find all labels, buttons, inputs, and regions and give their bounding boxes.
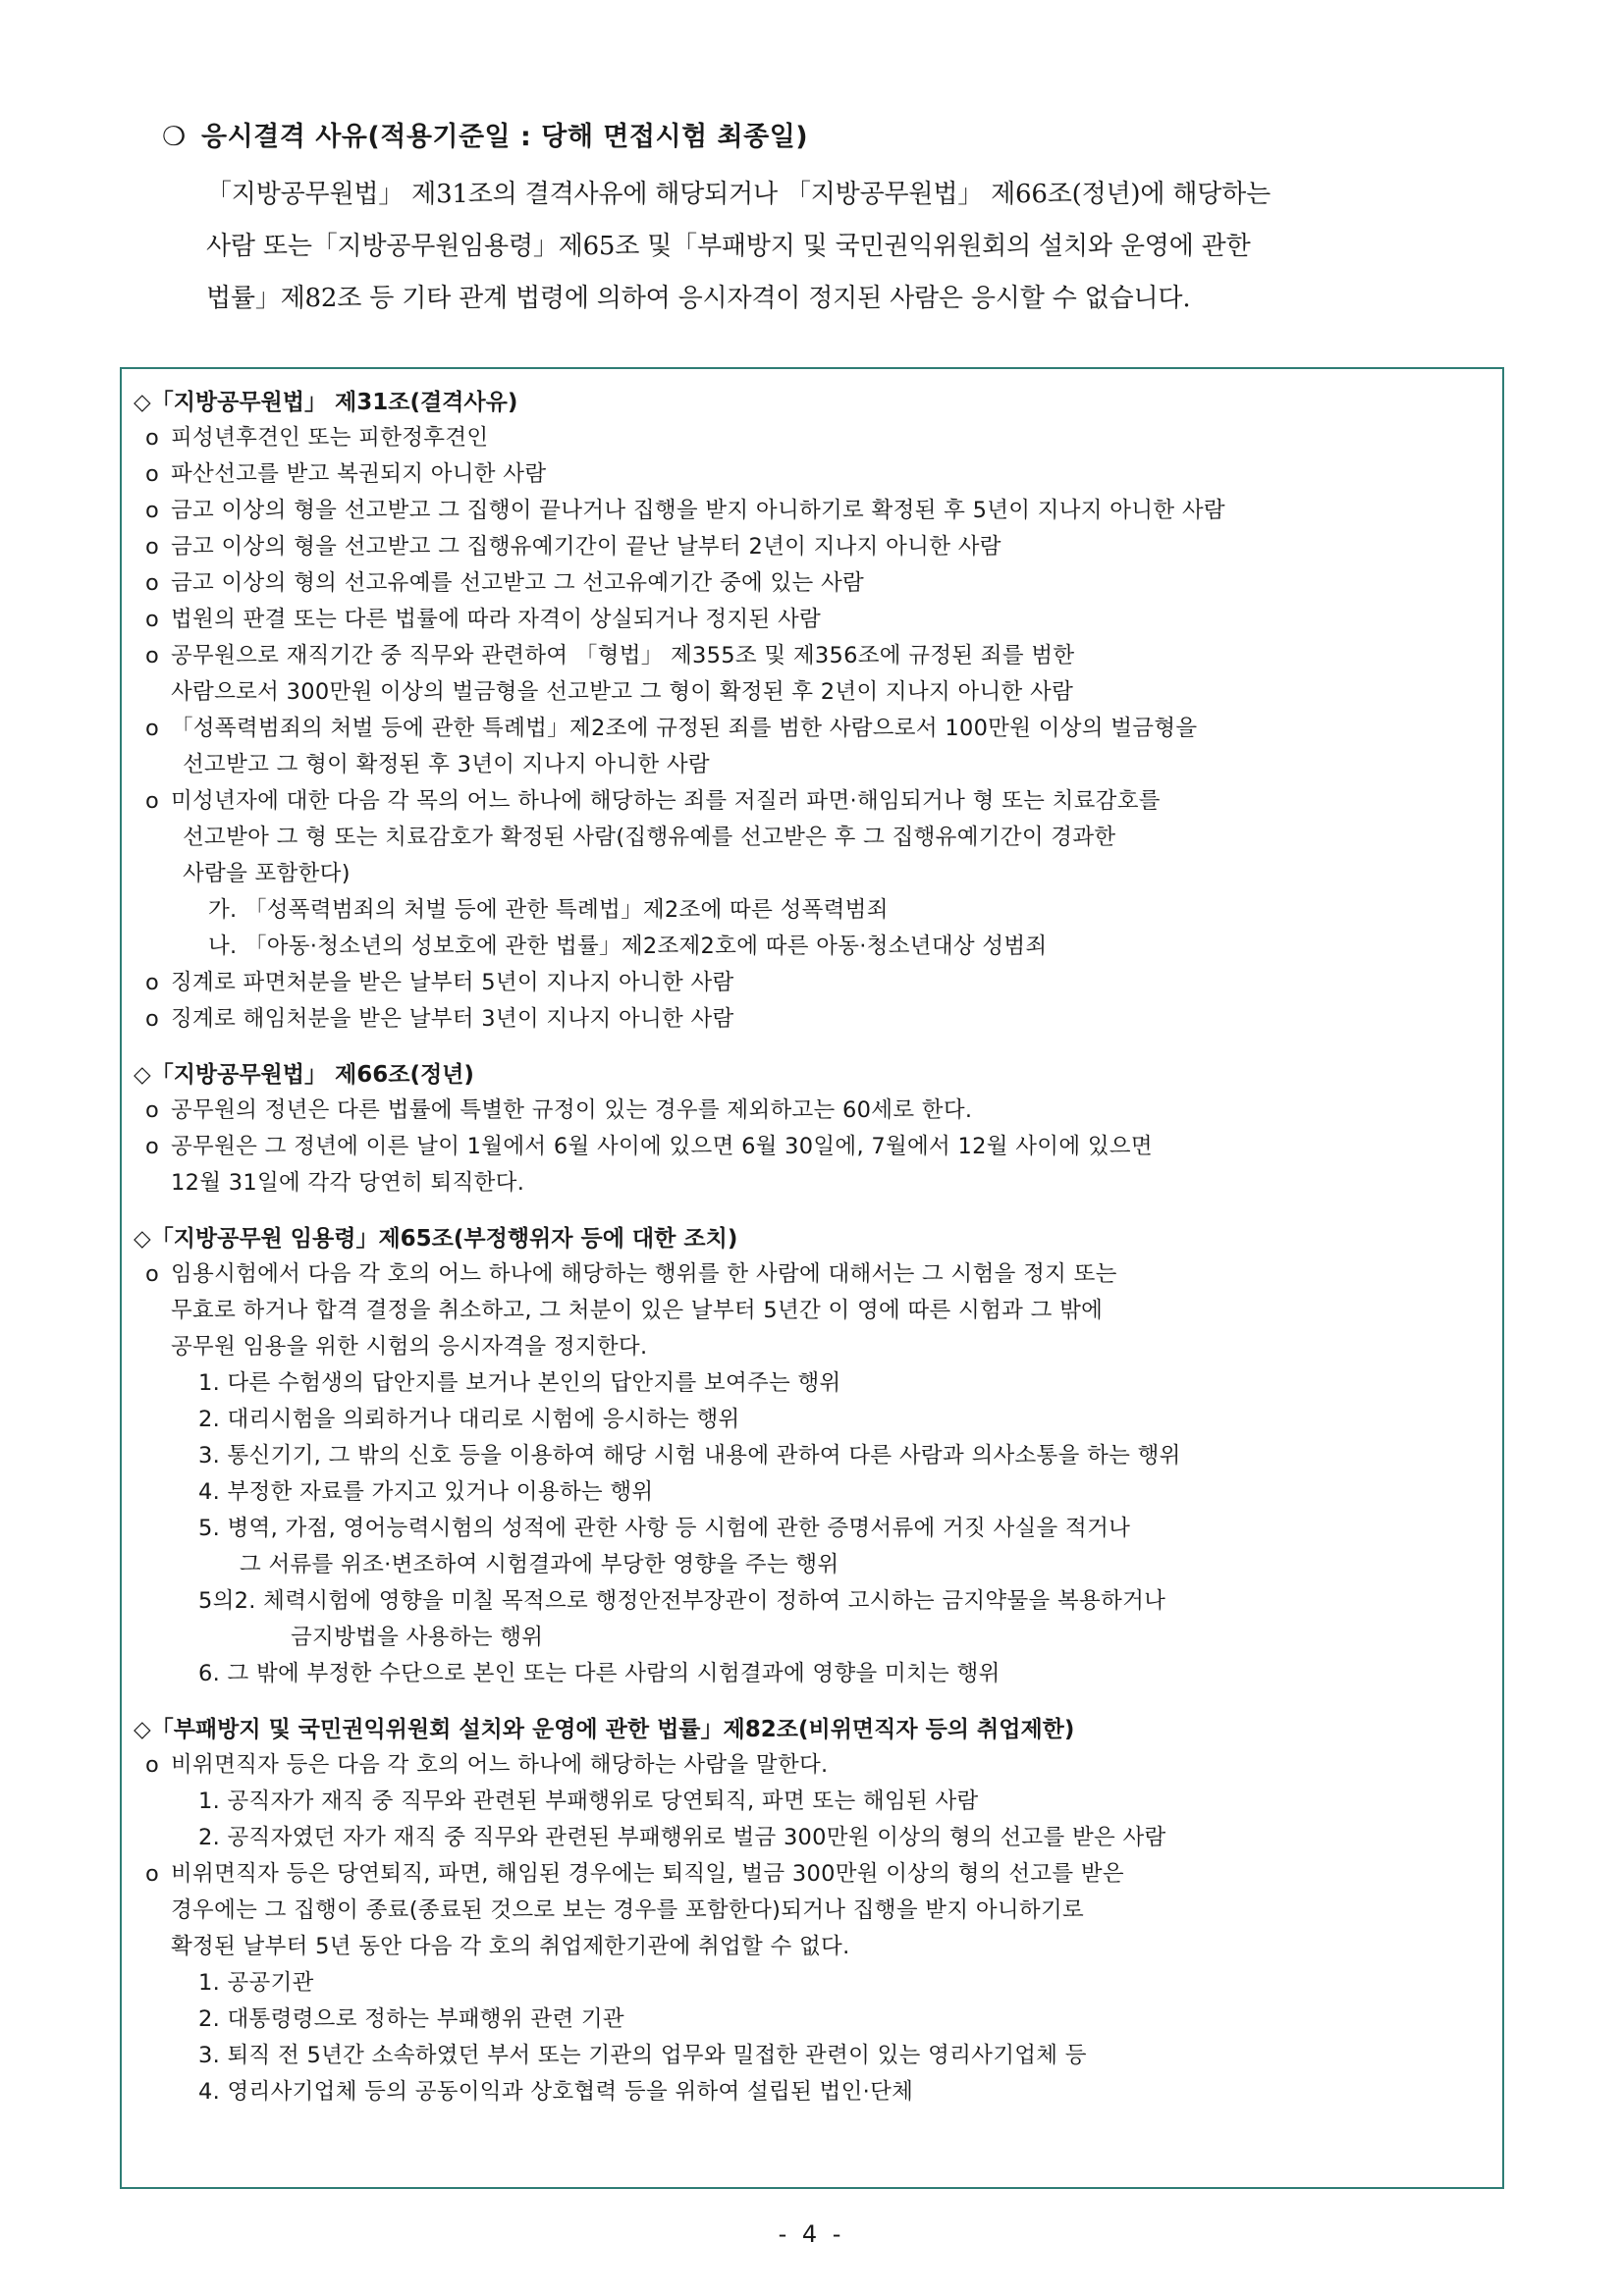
list-item: o 「성폭력범죄의 처벌 등에 관한 특례법」제2조에 규정된 죄를 범한 사람으로서 100만원 이상의 벌금형을 선고받고 그 형이 확정된 후 3년이 지나지 아니한 사람 [134, 711, 1492, 783]
numbered-item: 2. 공직자였던 자가 재직 중 직무와 관련된 부패행위로 벌금 300만원 이상의 형의 선고를 받은 사람 [198, 1825, 1166, 1850]
o-bullet-icon: o [145, 716, 160, 741]
sub-item: 나. 「아동·청소년의 성보호에 관한 법률」제2조제2호에 따른 아동·청소년대상 성범죄 [208, 934, 1048, 959]
numbered-item: 3. 통신기기, 그 밖의 신호 등을 이용하여 해당 시험 내용에 관하여 다른 사람과 의사소통을 하는 행위 [198, 1443, 1181, 1468]
regulations-content [134, 385, 1492, 2130]
o-bullet-icon: o [145, 534, 160, 560]
numbered-item: 6. 그 밖에 부정한 수단으로 본인 또는 다른 사람의 시험결과에 영향을 미치는 행위 [198, 1661, 1001, 1686]
o-bullet-icon: o [145, 970, 160, 995]
numbered-item: 2. 대리시험을 의뢰하거나 대리로 시험에 응시하는 행위 [198, 1407, 740, 1432]
intro-heading [162, 116, 1537, 159]
o-bullet-icon: o [145, 498, 160, 523]
list-item: o 금고 이상의 형의 선고유예를 선고받고 그 선고유예기간 중에 있는 사람 [134, 565, 1492, 602]
numbered-item: 3. 퇴직 전 5년간 소속하였던 부서 또는 기관의 업무와 밀접한 관련이 있는 영리사기업체 등 [198, 2043, 1087, 2068]
list-item: o 공무원으로 재직기간 중 직무와 관련하여 「형법」 제355조 및 제356조에 규정된 죄를 범한 사람으로서 300만원 이상의 벌금형을 선고받고 그 형이 확정된 후 2년이 지나지 아니한 사람 [134, 638, 1492, 711]
list-item: o 공무원은 그 정년에 이른 날이 1월에서 6월 사이에 있으면 6월 30일에, 7월에서 12월 사이에 있으면 12월 31일에 각각 당연히 퇴직한다. [134, 1129, 1492, 1201]
numbered-item: 4. 영리사기업체 등의 공동이익과 상호협력 등을 위하여 설립된 법인·단체 [198, 2079, 914, 2105]
intro-line: 「지방공무원법」 제31조의 결격사유에 해당되거나 「지방공무원법」 제66조(정년)에 해당하는 [206, 180, 1271, 209]
o-bullet-icon: o [145, 607, 160, 632]
o-bullet-icon: o [145, 1134, 160, 1159]
section-article-66 [134, 1057, 1492, 1201]
numbered-item-cont: 그 서류를 위조·변조하여 시험결과에 부당한 영향을 주는 행위 [240, 1552, 839, 1577]
numbered-item: 1. 공직자가 재직 중 직무와 관련된 부패행위로 당연퇴직, 파면 또는 해임된 사람 [198, 1789, 979, 1814]
o-bullet-icon: o [145, 425, 160, 451]
page-number: - 4 - [778, 2220, 845, 2248]
intro-line: 사람 또는「지방공무원임용령」제65조 및「부패방지 및 국민권익위원회의 설치와 운영에 관한 [206, 232, 1251, 261]
list-item: o 비위면직자 등은 당연퇴직, 파면, 해임된 경우에는 퇴직일, 벌금 300만원 이상의 형의 선고를 받은 경우에는 그 집행이 종료(종료된 것으로 보는 경우를 포함한다)되거나 집행을 받지 아니하기로 확정된 날부터 5년 동안 다음 각 호의 취업제한기관에 취업할 수 없다. [134, 1856, 1492, 1965]
o-bullet-icon: o [145, 1097, 160, 1123]
list-item: o 파산선고를 받고 복권되지 아니한 사람 [134, 456, 1492, 493]
o-bullet-icon: o [145, 1261, 160, 1287]
regulations-box [120, 367, 1504, 2189]
o-bullet-icon: o [145, 1861, 160, 1887]
list-item: o 미성년자에 대한 다음 각 목의 어느 하나에 해당하는 죄를 저질러 파면·해임되거나 형 또는 치료감호를 선고받아 그 형 또는 치료감호가 확정된 사람(집행유예를 선고받은 후 그 집행유예기간이 경과한 사람을 포함한다) [134, 783, 1492, 892]
o-bullet-icon: o [145, 1752, 160, 1778]
section-title: ◇「지방공무원법」 제66조(정년) [134, 1062, 474, 1088]
numbered-item: 5. 병역, 가점, 영어능력시험의 성적에 관한 사항 등 시험에 관한 증명서류에 거짓 사실을 적거나 [198, 1516, 1131, 1541]
intro-body [206, 169, 1537, 325]
o-bullet-icon: o [145, 788, 160, 814]
section-decree-65 [134, 1221, 1492, 1692]
o-bullet-icon: o [145, 570, 160, 596]
intro-heading-text: 응시결격 사유(적용기준일 : 당해 면접시험 최종일) [201, 122, 809, 152]
list-item: o 공무원의 정년은 다른 법률에 특별한 규정이 있는 경우를 제외하고는 60세로 한다. [134, 1093, 1492, 1129]
o-bullet-icon: o [145, 643, 160, 668]
sub-item: 가. 「성폭력범죄의 처벌 등에 관한 특례법」제2조에 따른 성폭력범죄 [208, 897, 889, 923]
list-item: o 징계로 파면처분을 받은 날부터 5년이 지나지 아니한 사람 [134, 965, 1492, 1001]
numbered-item-cont: 금지방법을 사용하는 행위 [291, 1625, 544, 1650]
numbered-item: 5의2. 체력시험에 영향을 미칠 목적으로 행정안전부장관이 정하여 고시하는 금지약물을 복용하거나 [198, 1588, 1166, 1614]
o-bullet-icon: o [145, 461, 160, 487]
intro-line: 법률」제82조 등 기타 관계 법령에 의하여 응시자격이 정지된 사람은 응시할 수 없습니다. [206, 284, 1191, 313]
section-article-82 [134, 1712, 1492, 2110]
intro-block [162, 116, 1537, 325]
o-bullet-icon: o [145, 1006, 160, 1032]
numbered-item: 1. 공공기관 [198, 1970, 314, 1996]
list-item: o 비위면직자 등은 다음 각 호의 어느 하나에 해당하는 사람을 말한다. [134, 1747, 1492, 1784]
circle-bullet-icon: ❍ [162, 122, 187, 152]
list-item: o 피성년후견인 또는 피한정후견인 [134, 420, 1492, 456]
numbered-item: 2. 대통령령으로 정하는 부패행위 관련 기관 [198, 2006, 624, 2032]
section-title: ◇「지방공무원 임용령」제65조(부정행위자 등에 대한 조치) [134, 1226, 738, 1252]
section-article-31 [134, 385, 1492, 1038]
list-item: o 임용시험에서 다음 각 호의 어느 하나에 해당하는 행위를 한 사람에 대해서는 그 시험을 정지 또는 무효로 하거나 합격 결정을 취소하고, 그 처분이 있은 날부터 5년간 이 영에 따른 시험과 그 밖에 공무원 임용을 위한 시험의 응시자격을 정지한다. [134, 1256, 1492, 1365]
list-item: o 금고 이상의 형을 선고받고 그 집행유예기간이 끝난 날부터 2년이 지나지 아니한 사람 [134, 529, 1492, 565]
numbered-item: 1. 다른 수험생의 답안지를 보거나 본인의 답안지를 보여주는 행위 [198, 1370, 841, 1396]
section-title: ◇「부패방지 및 국민권익위원회 설치와 운영에 관한 법률」제82조(비위면직자 등의 취업제한) [134, 1717, 1075, 1742]
list-item: o 법원의 판결 또는 다른 법률에 따라 자격이 상실되거나 정지된 사람 [134, 602, 1492, 638]
list-item: o 금고 이상의 형을 선고받고 그 집행이 끝나거나 집행을 받지 아니하기로 확정된 후 5년이 지나지 아니한 사람 [134, 493, 1492, 529]
numbered-item: 4. 부정한 자료를 가지고 있거나 이용하는 행위 [198, 1479, 654, 1505]
section-title: ◇「지방공무원법」 제31조(결격사유) [134, 390, 518, 415]
list-item: o 징계로 해임처분을 받은 날부터 3년이 지나지 아니한 사람 [134, 1001, 1492, 1038]
